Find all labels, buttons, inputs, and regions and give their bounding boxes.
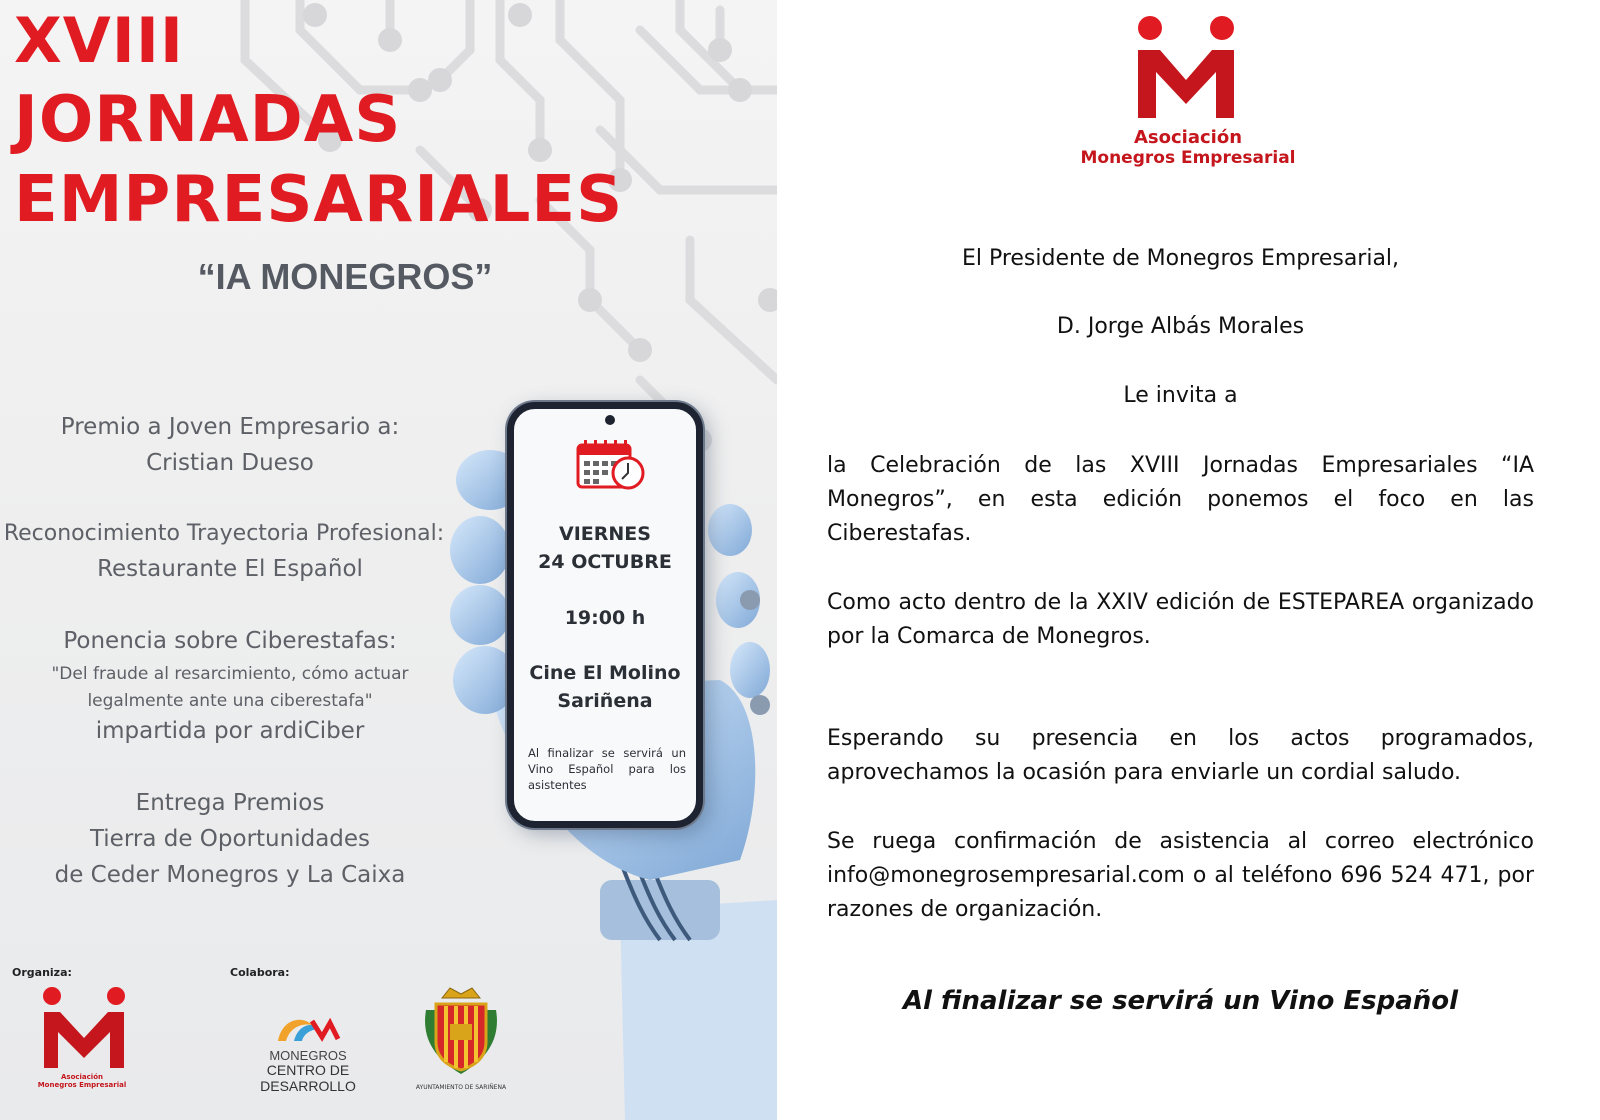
- letter-closing: Al finalizar se servirá un Vino Español: [902, 986, 1459, 1016]
- title-line-1: XVIII: [14, 4, 184, 77]
- letter-president-line: El Presidente de Monegros Empresarial,: [961, 246, 1400, 271]
- phone-note: Al finalizar se servirá un Vino Español para los asistentes: [528, 746, 686, 793]
- talk-quote-line-1: "Del fraude al resarcimiento, cómo actuar: [51, 664, 409, 684]
- association-name-line-1: Asociación: [1133, 127, 1243, 148]
- association-name-line-2: Monegros Empresarial: [1080, 148, 1296, 168]
- colabora-label: Colabora:: [230, 966, 290, 979]
- organizer-logo-text-2: Monegros Empresarial: [37, 1081, 127, 1089]
- sarinena-coat-of-arms: [420, 984, 502, 1078]
- event-venue-line-2: Sariñena: [557, 690, 653, 712]
- award1-name: Cristian Dueso: [146, 450, 314, 476]
- prizes-line-1: Entrega Premios: [135, 790, 325, 816]
- letter-paragraph-3: Esperando su presencia en los actos programados, aprovechamos la ocasión para enviarle un cordial saludo.: [827, 726, 1534, 785]
- poster-subtitle: “IA MONEGROS”: [197, 256, 493, 297]
- prizes-line-2: Tierra de Oportunidades: [89, 826, 371, 852]
- ceder-logo-line-1: MONEGROS: [269, 1048, 347, 1063]
- calendar-clock-icon: [576, 439, 646, 491]
- letter-paragraph-2: Como acto dentro de la XXIV edición de ESTEPAREA organizado por la Comarca de Monegros.: [827, 590, 1534, 649]
- ceder-logo-line-2: CENTRO DE DESARROLLO: [260, 1062, 356, 1094]
- association-logo: [1130, 14, 1242, 120]
- award2-name: Restaurante El Español: [97, 556, 363, 582]
- talk-speaker: impartida por ardiCiber: [95, 718, 365, 744]
- title-line-2: JORNADAS: [14, 83, 402, 157]
- award1-title: Premio a Joven Empresario a:: [60, 414, 400, 440]
- event-venue-line-1: Cine El Molino: [529, 662, 681, 684]
- talk-quote-line-2: legalmente ante una ciberestafa": [87, 691, 373, 711]
- association-name: [1060, 127, 1316, 169]
- smartphone-illustration: [507, 402, 703, 828]
- event-day: VIERNES: [559, 523, 651, 545]
- award2-title: Reconocimiento Trayectoria Profesional:: [3, 521, 445, 546]
- organizer-logo: [38, 986, 130, 1072]
- ceder-monegros-logo: [272, 1013, 344, 1047]
- event-poster: [0, 0, 777, 1120]
- prizes-line-3: de Ceder Monegros y La Caixa: [54, 862, 406, 888]
- letter-invites-line: Le invita a: [1123, 383, 1238, 408]
- ayuntamiento-label: AYUNTAMIENTO DE SARIÑENA: [415, 1084, 507, 1091]
- letter-paragraph-4: Se ruega confirmación de asistencia al correo electrónico info@monegrosempresarial.com o al teléfono 696 524 471, por razones de organización.: [827, 829, 1534, 922]
- letter-paragraph-1: la Celebración de las XVIII Jornadas Empresariales “IA Monegros”, en esta edición ponemos el foco en las Ciberestafas.: [827, 453, 1534, 546]
- event-date: 24 OCTUBRE: [538, 551, 672, 573]
- organiza-label: Organiza:: [12, 966, 72, 979]
- event-time: 19:00 h: [564, 607, 646, 629]
- organizer-logo-text-1: Asociación: [60, 1073, 103, 1081]
- letter-president-name: D. Jorge Albás Morales: [1056, 314, 1305, 339]
- title-line-3: EMPRESARIALES: [14, 163, 624, 237]
- talk-title: Ponencia sobre Ciberestafas:: [63, 628, 397, 654]
- phone-camera: [605, 415, 615, 425]
